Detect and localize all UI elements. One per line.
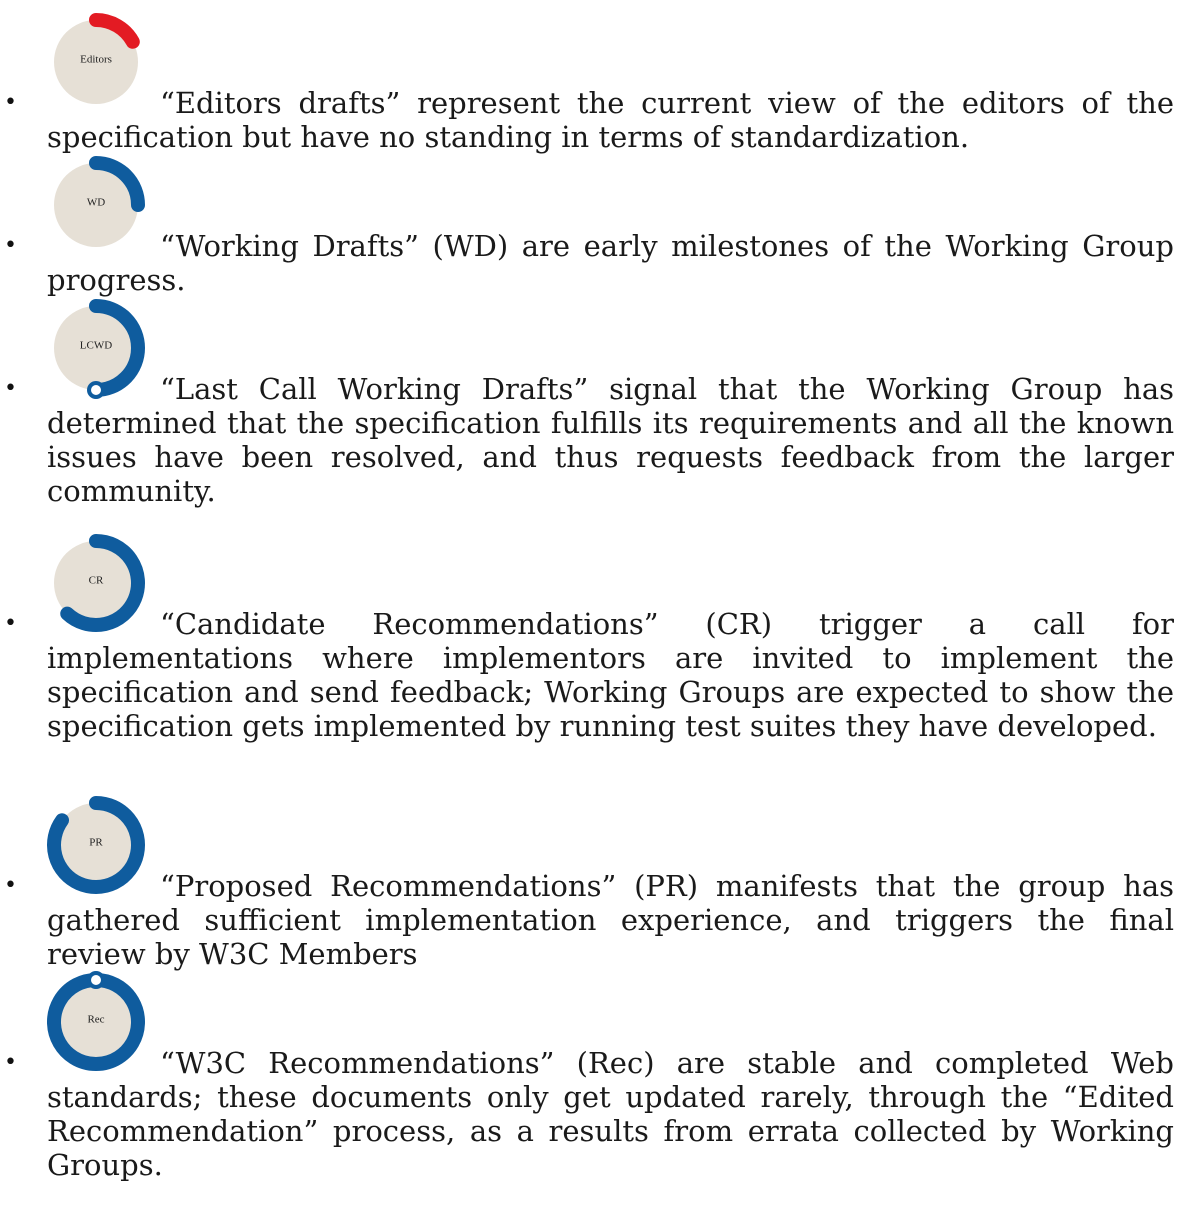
badge-label: Editors — [80, 53, 112, 66]
bullet: • — [4, 873, 17, 898]
badge-label: LCWD — [79, 339, 113, 352]
item-description: “Candidate Recommendations” (CR) trigger a call for implementations where implementors are invited to implement the specification and send feedback; Working Groups are expected to show the specification gets implemented by running test suites they have developed. — [47, 607, 1174, 743]
bullet: • — [4, 611, 17, 636]
item-description: “W3C Recommendations” (Rec) are stable and completed Web standards; these documents only get updated rarely, through the “Edited Recommendation” process, as a results from errata collected by Working Groups. — [47, 1046, 1174, 1182]
progress-marker-ring — [89, 973, 103, 987]
progress-marker — [89, 973, 103, 987]
bullet: • — [4, 376, 17, 401]
badge-label: WD — [86, 196, 106, 209]
badge-label: PR — [89, 836, 103, 849]
item-description: “Editors drafts” represent the current view of the editors of the specification but have no standing in terms of standardization. — [47, 86, 1174, 154]
item-description: “Proposed Recommendations” (PR) manifests that the group has gathered sufficient implementation experience, and triggers the final review by W3C Members — [47, 869, 1174, 971]
bullet: • — [4, 233, 17, 258]
item-description: “Last Call Working Drafts” signal that the Working Group has determined that the specification fulfills its requirements and all the known issues have been resolved, and thus requests feedback from the larger community. — [47, 372, 1174, 508]
bullet: • — [4, 90, 17, 115]
badge-label: Rec — [87, 1013, 105, 1026]
bullet: • — [4, 1050, 17, 1075]
item-description: “Working Drafts” (WD) are early milestones of the Working Group progress. — [47, 229, 1174, 297]
badge-label: CR — [88, 574, 104, 587]
